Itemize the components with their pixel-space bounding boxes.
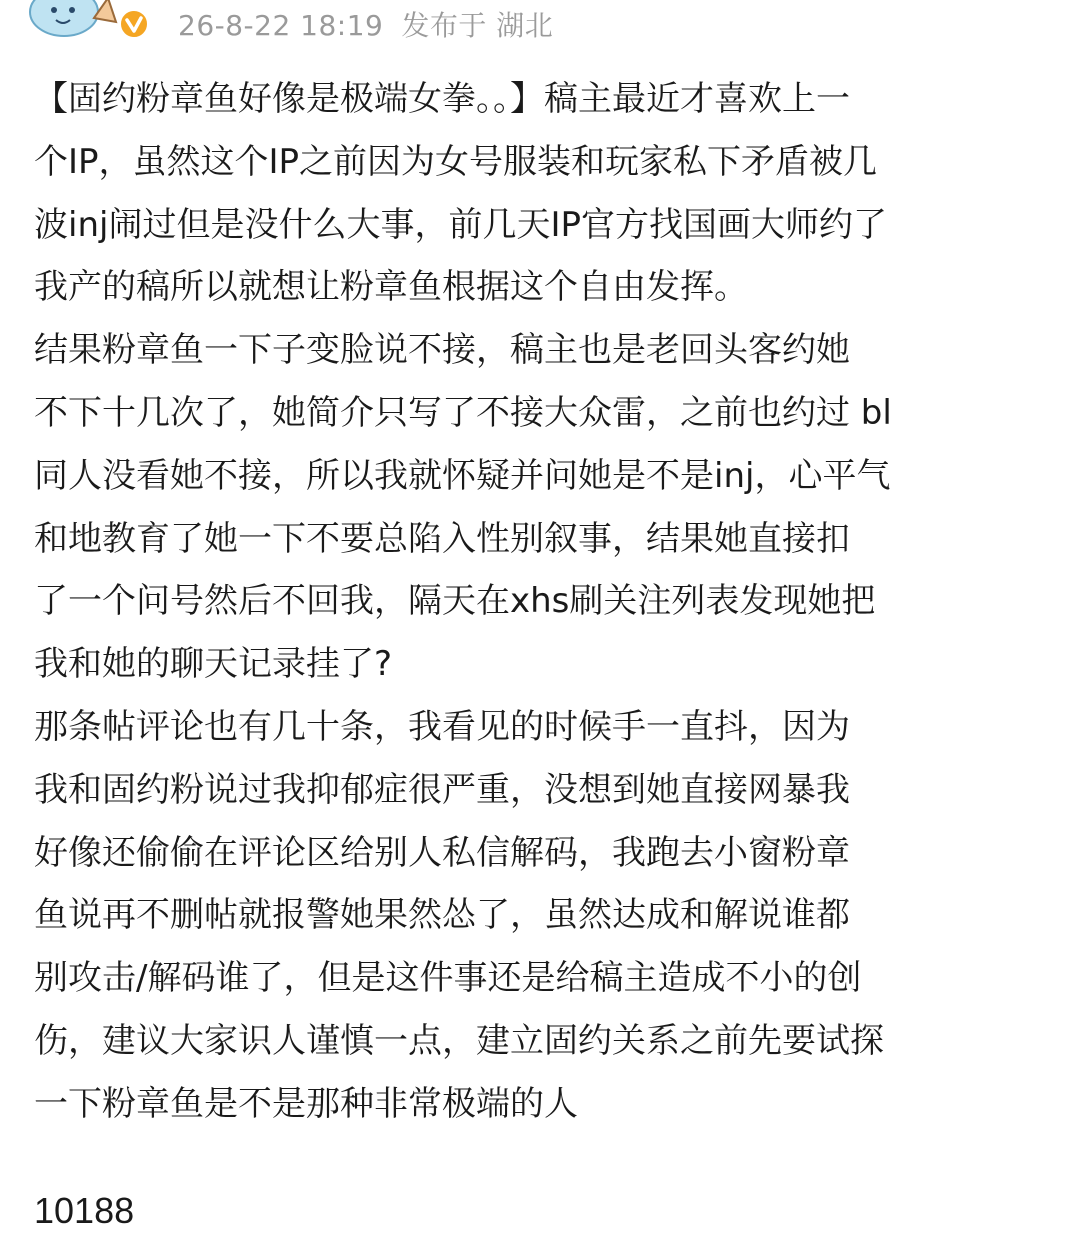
post-line: 波inj闹过但是没什么大事，前几天IP官方找国画大师约了: [34, 204, 887, 245]
post-line: 【固约粉章鱼好像是极端女拳。。】稿主最近才喜欢上一: [34, 79, 850, 119]
post-line: 我和固约粉说过我抑郁症很严重，没想到她直接网暴我: [34, 769, 850, 810]
post-line: 伤，建议大家识人谨慎一点，建立固约关系之前先要试探: [34, 1020, 884, 1061]
post-line: 那条帖评论也有几十条，我看见的时候手一直抖，因为: [34, 706, 850, 747]
post-line: 结果粉章鱼一下子变脸说不接，稿主也是老回头客约她: [34, 330, 850, 371]
post-body: [34, 68, 1064, 1136]
post-line: 一下粉章鱼是不是那种非常极端的人: [34, 1083, 578, 1124]
post-location: 发布于 湖北: [401, 9, 554, 42]
post-line: 我和她的聊天记录挂了?: [34, 644, 393, 685]
post-timestamp: 26-8-22 18:19: [178, 9, 384, 42]
post-count: 10188: [34, 1190, 135, 1231]
post-line: 和地教育了她一下不要总陷入性别叙事，结果她直接扣: [34, 518, 850, 559]
post-line: 好像还偷偷在评论区给别人私信解码，我跑去小窗粉章: [34, 832, 850, 873]
post-meta: [178, 4, 553, 44]
verified-badge-icon: [120, 10, 148, 38]
post-line: 不下十几次了，她简介只写了不接大众雷，之前也约过 bl: [34, 392, 892, 433]
sticker-avatar-icon[interactable]: [24, 0, 148, 40]
post-line: 我产的稿所以就想让粉章鱼根据这个自由发挥。: [34, 267, 748, 308]
post-line: 别攻击/解码谁了，但是这件事还是给稿主造成不小的创: [34, 958, 862, 999]
post-line: 鱼说再不删帖就报警她果然怂了，虽然达成和解说谁都: [34, 895, 850, 936]
post-line: 同人没看她不接，所以我就怀疑并问她是不是inj，心平气: [34, 455, 891, 496]
post-line: 了一个问号然后不回我，隔天在xhs刷关注列表发现她把: [34, 581, 876, 622]
post-header: [0, 0, 1080, 48]
post-line: 个IP，虽然这个IP之前因为女号服装和玩家私下矛盾被几: [34, 141, 878, 182]
